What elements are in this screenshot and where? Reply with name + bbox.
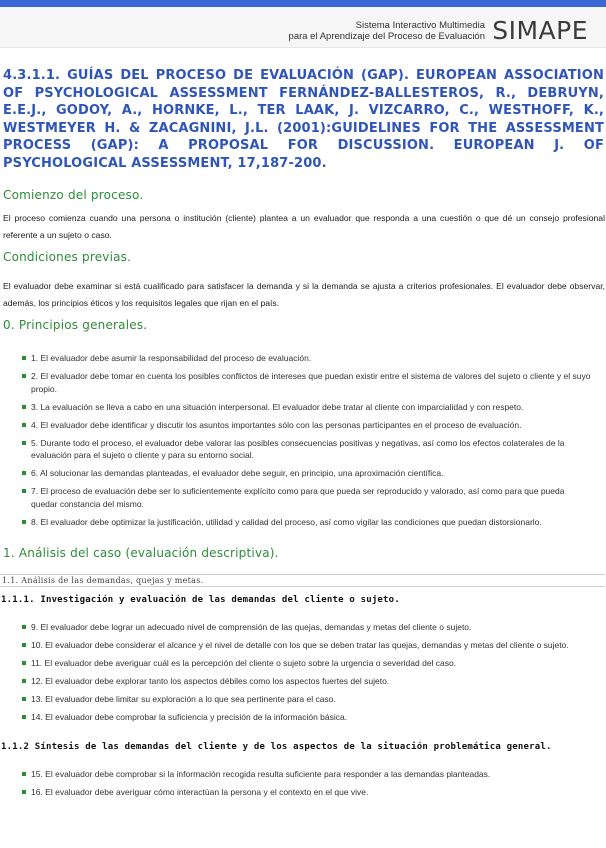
- synthesis-list: [3, 768, 605, 799]
- page-title: 4.3.1.1. GUÍAS DEL PROCESO DE EVALUACIÓN (GAP). EUROPEAN ASSOCIATION OF PSYCHOLOGICAL ASSESSMENT FERNÁNDEZ-BALLESTEROS, R., DEBRUYN, E.E.J., GODOY, A., HORNKE, L., TER LAAK, J. VIZCARRO, C., WESTHOFF, K., WESTMEYER H. & ZACAGNINI, J.L. (2001):GUIDELINES FOR THE ASSESSMENT PROCESS (GAP): A PROPOSAL FOR DISCUSSION. EUROPEAN J. OF PSYCHOLOGICAL ASSESSMENT, 17,187-200.: [3, 68, 604, 171]
- header: [0, 7, 606, 48]
- header-subtitle-line2: para el Aprendizaje del Proceso de Evaluación: [288, 31, 485, 42]
- list-item: 16. El evaluador debe averiguar cómo interactúan la persona y el contexto en el que vive.: [22, 786, 605, 799]
- list-item: 11. El evaluador debe averiguar cuál es la percepción del cliente o sujeto sobre la urgencia o severidad del caso.: [22, 657, 605, 670]
- list-item: 2. El evaluador debe tomar en cuenta los posibles conflictos de intereses que puedan existir entre el sistema de valores del sujeto o cliente y el suyo propio.: [22, 370, 605, 395]
- list-item: 5. Durante todo el proceso, el evaluador debe valorar las posibles consecuencias positivas y negativas, así como los efectos colaterales de la evaluación para el sujeto o cliente y para su entorno social.: [22, 437, 605, 462]
- heading-1-1-2: 1.1.2 Síntesis de las demandas del cliente y de los aspectos de la situación problemática general.: [1, 741, 552, 752]
- header-subtitle: [289, 20, 485, 42]
- simape-logo: SIMAPE: [492, 16, 588, 45]
- bullet-icon: [22, 423, 26, 427]
- top-accent-bar: [0, 0, 606, 7]
- bullet-icon: [22, 697, 26, 701]
- paragraph-start: El proceso comienza cuando una persona o institución (cliente) plantea a un evaluador que responda a una cuestión o que dé un consejo profesional referente a un sujeto o caso.: [3, 213, 605, 240]
- list-item: 15. El evaluador debe comprobar si la información recogida resulta suficiente para responder a las demandas planteadas.: [22, 768, 605, 781]
- bullet-icon: [22, 471, 26, 475]
- heading-case-analysis: 1. Análisis del caso (evaluación descriptiva).: [3, 546, 279, 560]
- bullet-icon: [22, 715, 26, 719]
- bullet-icon: [22, 790, 26, 794]
- list-item: 12. El evaluador debe explorar tanto los aspectos débiles como los aspectos fuertes del sujeto.: [22, 675, 605, 688]
- bullet-icon: [22, 643, 26, 647]
- list-item: 14. El evaluador debe comprobar la suficiencia y precisión de la información básica.: [22, 711, 605, 724]
- heading-1-1-1: 1.1.1. Investigación y evaluación de las demandas del cliente o sujeto.: [1, 595, 400, 605]
- bullet-icon: [22, 625, 26, 629]
- paragraph-preconditions: El evaluador debe examinar si está cualificado para satisfacer la demanda y si la demanda se ajusta a criterios profesionales. El evaluador debe observar, además, los principios éticos y los requisitos legales que rijan en el país.: [3, 281, 605, 308]
- bullet-icon: [22, 374, 26, 378]
- list-item: 1. El evaluador debe asumir la responsabilidad del proceso de evaluación.: [22, 352, 605, 365]
- list-item: 9. El evaluador debe lograr un adecuado nivel de comprensión de las quejas, demandas y metas del cliente o sujeto.: [22, 621, 605, 634]
- bullet-icon: [22, 679, 26, 683]
- bullet-icon: [22, 772, 26, 776]
- document-content: [0, 67, 606, 798]
- bullet-icon: [22, 520, 26, 524]
- list-item: 10. El evaluador debe considerar el alcance y el nivel de detalle con los que se deben tratar las quejas, demandas y metas del cliente o sujeto.: [22, 639, 605, 652]
- list-item: 8. El evaluador debe optimizar la justificación, utilidad y calidad del proceso, así como vigilar las condiciones que puedan distorsionarlo.: [22, 516, 605, 529]
- heading-start: Comienzo del proceso.: [3, 188, 144, 202]
- bullet-icon: [22, 405, 26, 409]
- demands-list: [3, 621, 605, 724]
- bullet-icon: [22, 489, 26, 493]
- list-item: 3. La evaluación se lleva a cabo en una situación interpersonal. El evaluador debe tratar al cliente con imparcialidad y con respeto.: [22, 401, 605, 414]
- list-item: 7. El proceso de evaluación debe ser lo suficientemente explícito como para que pueda ser reproducido y valorado, así como para que pueda quedar constancia del mismo.: [22, 485, 605, 510]
- list-item: 4. El evaluador debe identificar y discutir los asuntos importantes sólo con las personas participantes en el proceso de evaluación.: [22, 419, 605, 432]
- heading-principles: 0. Principios generales.: [3, 318, 148, 332]
- principles-list: [3, 352, 605, 528]
- subsection-bar: 1.1. Análisis de las demandas, quejas y metas.: [0, 574, 605, 587]
- list-item: 6. Al solucionar las demandas planteadas, el evaluador debe seguir, en principio, una aproximación científica.: [22, 467, 605, 480]
- list-item: 13. El evaluador debe limitar su exploración a lo que sea pertinente para el caso.: [22, 693, 605, 706]
- bullet-icon: [22, 356, 26, 360]
- bullet-icon: [22, 661, 26, 665]
- heading-preconditions: Condiciones previas.: [3, 250, 132, 264]
- header-subtitle-line1: Sistema Interactivo Multimedia: [355, 20, 485, 31]
- bullet-icon: [22, 441, 26, 445]
